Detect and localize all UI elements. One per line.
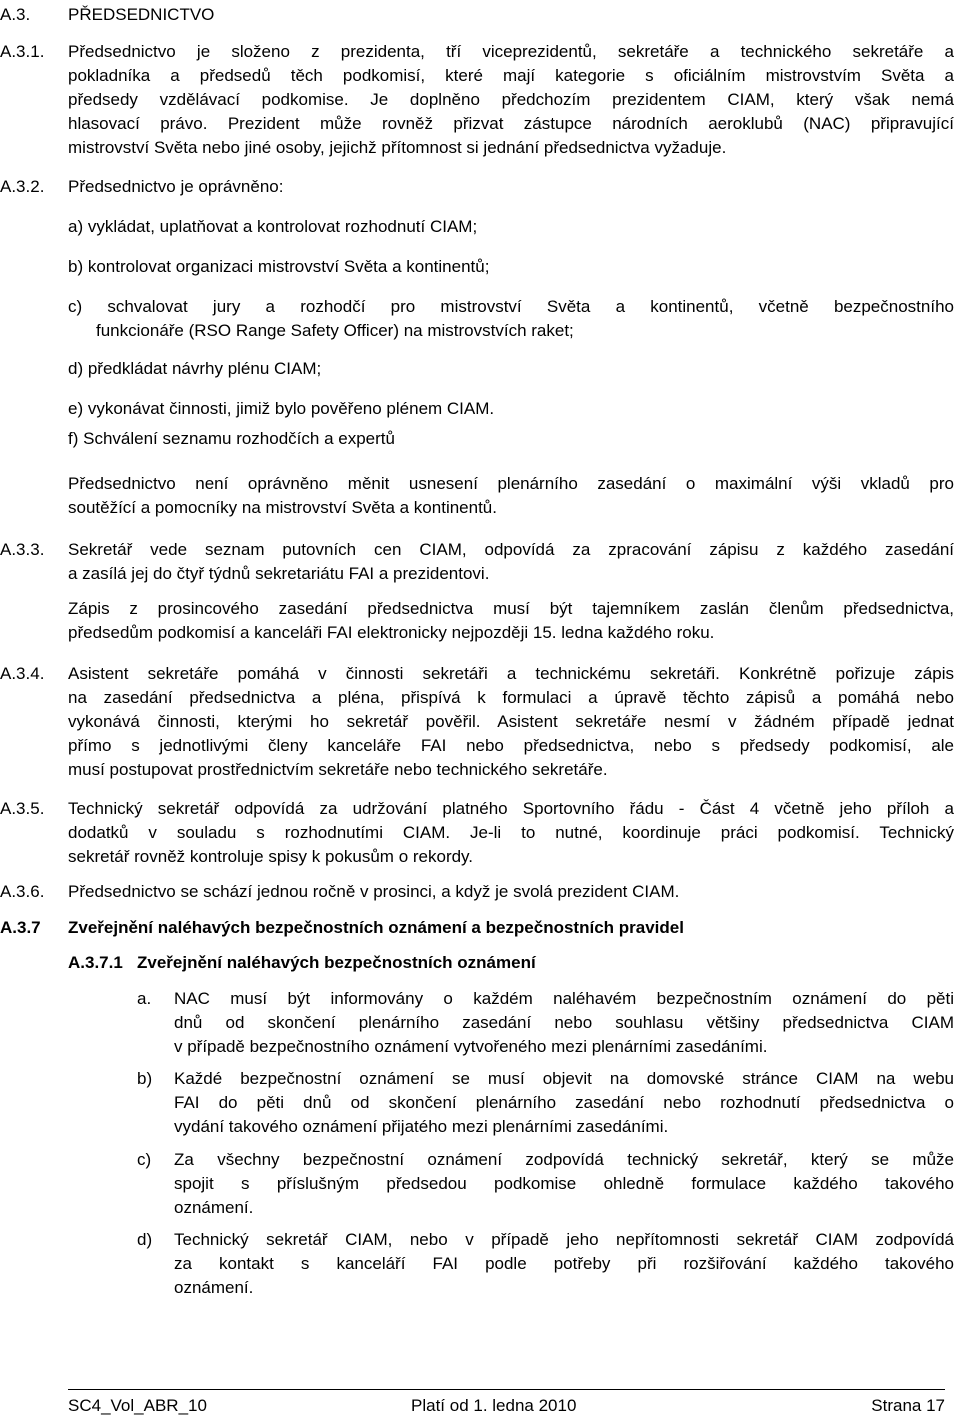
paragraph-line: Předsednictvo se schází jednou ročně v prosinci, a když je svolá prezident CIAM. xyxy=(68,882,680,901)
paragraph-line: Sekretář vede seznam putovních cen CIAM, odpovídá za zpracování zápisu z každého zasedání xyxy=(68,540,954,559)
footer-page-number: Strana 17 xyxy=(871,1396,945,1415)
paragraph-line: na zasedání předsednictva a pléna, přispívá k formulaci a úpravě těchto zápisů a pomáhá nebo xyxy=(68,688,954,707)
section-title: PŘEDSEDNICTVO xyxy=(68,5,215,24)
paragraph-line: vykonává činnosti, kterými ho sekretář pověřil. Asistent sekretáře nesmí v žádném případě jednat xyxy=(68,712,954,731)
paragraph-line: Technický sekretář odpovídá za udržování platného Sportovního řádu - Část 4 včetně jeho příloh a xyxy=(68,799,954,818)
list-item: a) vykládat, uplatňovat a kontrolovat rozhodnutí CIAM; xyxy=(68,217,478,236)
paragraph-line: a zasílá jej do čtyř týdnů sekretariátu FAI a prezidentovi. xyxy=(68,564,490,583)
paragraph-line: Každé bezpečnostní oznámení se musí objevit na domovské stránce CIAM na webu xyxy=(174,1069,954,1088)
clause-number: A.3.2. xyxy=(0,177,45,196)
paragraph-line: vydání takového oznámení přijatého mezi plenárními zasedáními. xyxy=(174,1117,669,1136)
paragraph-line: NAC musí být informovány o každém naléhavém bezpečnostním oznámení do pěti xyxy=(174,989,954,1008)
paragraph-line: oznámení. xyxy=(174,1198,254,1217)
list-item: d) předkládat návrhy plénu CIAM; xyxy=(68,359,322,378)
clause-intro: Předsednictvo je oprávněno: xyxy=(68,177,284,196)
list-item: c) schvalovat jury a rozhodčí pro mistrovství Světa a kontinentů, včetně bezpečnostního xyxy=(68,297,954,316)
list-item: funkcionáře (RSO Range Safety Officer) na mistrovstvích raket; xyxy=(96,321,574,340)
paragraph-line: v případě bezpečnostního oznámení vytvořeného mezi plenárními zasedáními. xyxy=(174,1037,768,1056)
clause-number: A.3.1. xyxy=(0,42,45,61)
paragraph-line: Předsednictvo je složeno z prezidenta, tří viceprezidentů, sekretáře a technického sekretáře a xyxy=(68,42,954,61)
paragraph-line: předsedům podkomisí a kanceláři FAI elektronicky nejpozději 15. ledna každého roku. xyxy=(68,623,715,642)
paragraph-line: za kontakt s kanceláří FAI podle potřeby při rozšiřování každého takového xyxy=(174,1254,954,1273)
item-label: b) xyxy=(137,1069,153,1088)
subsubsection-title: Zveřejnění naléhavých bezpečnostních oznámení xyxy=(137,953,536,972)
paragraph-line: přímo s jednotlivými členy kanceláře FAI nebo předsednictva, nebo s předsedy podkomisí, ale xyxy=(68,736,954,755)
paragraph-line: pokladníka a předsedů těch podkomisí, které mají kategorie s oficiálním mistrovstvím Světa a xyxy=(68,66,954,85)
paragraph-line: Zápis z prosincového zasedání předsednictva musí být tajemníkem zaslán členům předsednictva, xyxy=(68,599,954,618)
paragraph-line: Asistent sekretáře pomáhá v činnosti sekretáři a technickému sekretáři. Konkrétně pořizuje zápis xyxy=(68,664,954,683)
item-label: a. xyxy=(137,989,152,1008)
item-label: d) xyxy=(137,1230,153,1249)
paragraph-line: dnů od skončení plenárního zasedání nebo souhlasu většiny předsednictva CIAM xyxy=(174,1013,954,1032)
section-number: A.3. xyxy=(0,5,31,24)
paragraph-line: předsedy vzdělávací podkomise. Je doplněno předchozím prezidentem CIAM, který však nemá xyxy=(68,90,954,109)
paragraph-line: dodatků v souladu s rozhodnutími CIAM. Je-li to nutné, koordinuje práci podkomisí. Technický xyxy=(68,823,954,842)
subsubsection-number: A.3.7.1 xyxy=(68,953,123,972)
paragraph-line: Předsednictvo není oprávněno měnit usnesení plenárního zasedání o maximální výši vkladů pro xyxy=(68,474,954,493)
list-item: b) kontrolovat organizaci mistrovství Světa a kontinentů; xyxy=(68,257,490,276)
page-footer xyxy=(68,1389,945,1420)
paragraph-line: Technický sekretář CIAM, nebo v případě jeho nepřítomnosti sekretář CIAM zodpovídá xyxy=(174,1230,954,1249)
footer-validity: Platí od 1. ledna 2010 xyxy=(411,1396,577,1415)
list-item: f) Schválení seznamu rozhodčích a expertů xyxy=(68,429,395,448)
footer-document-id: SC4_Vol_ABR_10 xyxy=(68,1396,207,1415)
paragraph-line: hlasovací právo. Prezident může rovněž přizvat zástupce národních aeroklubů (NAC) připravující xyxy=(68,114,954,133)
paragraph-line: oznámení. xyxy=(174,1278,254,1297)
paragraph-line: sekretář rovněž kontroluje spisy k pokusům o rekordy. xyxy=(68,847,474,866)
list-item: e) vykonávat činnosti, jimiž bylo pověřeno plénem CIAM. xyxy=(68,399,495,418)
item-label: c) xyxy=(137,1150,152,1169)
subsection-title: Zveřejnění naléhavých bezpečnostních oznámení a bezpečnostních pravidel xyxy=(68,918,684,937)
clause-number: A.3.6. xyxy=(0,882,45,901)
paragraph-line: spojit s příslušným předsedou podkomise ohledně formulace každého takového xyxy=(174,1174,954,1193)
paragraph-line: soutěžící a pomocníky na mistrovství Světa a kontinentů. xyxy=(68,498,497,517)
clause-number: A.3.5. xyxy=(0,799,45,818)
paragraph-line: FAI do pěti dnů od skončení plenárního zasedání nebo rozhodnutí předsednictva o xyxy=(174,1093,954,1112)
subsection-number: A.3.7 xyxy=(0,918,41,937)
paragraph-line: Za všechny bezpečnostní oznámení zodpovídá technický sekretář, který se může xyxy=(174,1150,954,1169)
clause-number: A.3.4. xyxy=(0,664,45,683)
paragraph-line: musí postupovat prostřednictvím sekretáře nebo technického sekretáře. xyxy=(68,760,608,779)
paragraph-line: mistrovství Světa nebo jiné osoby, jejichž přítomnost si jednání předsednictva vyžaduje. xyxy=(68,138,727,157)
clause-number: A.3.3. xyxy=(0,540,45,559)
